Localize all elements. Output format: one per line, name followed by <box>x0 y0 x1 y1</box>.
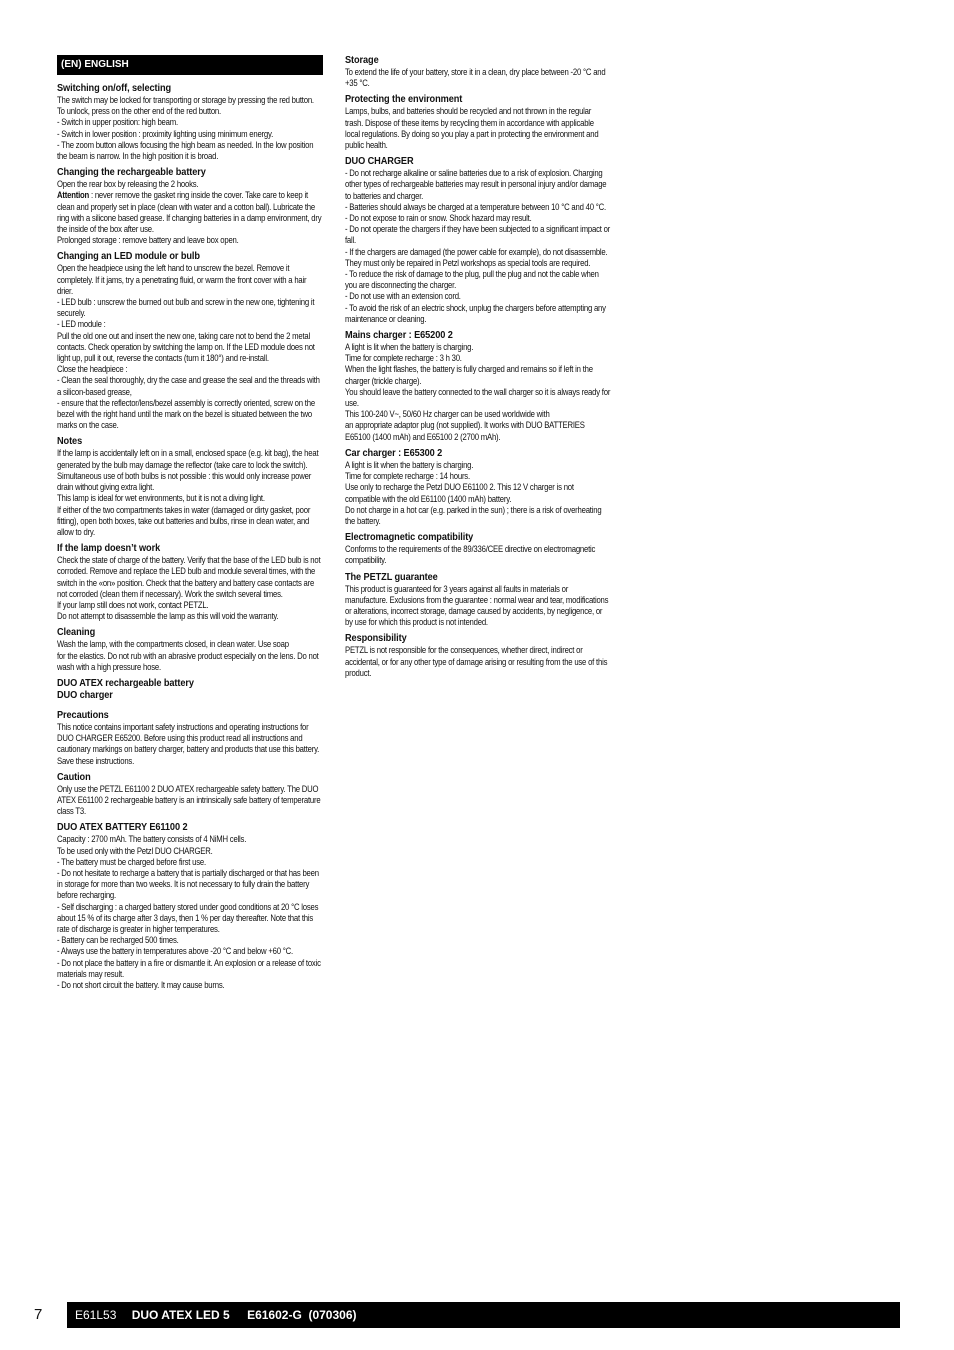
section-title: Precautions <box>57 709 109 721</box>
section-title: Changing an LED module or bulb <box>57 251 200 263</box>
section-text: Only use the PETZL E61100 2 DUO ATEX rechargeable safety battery. The DUO ATEX E61100 2 rechargeable battery is an intrinsically safe battery of temperature class T3. <box>57 783 321 817</box>
section-title: The PETZL guarantee <box>345 571 438 583</box>
section-text: - Do not recharge alkaline or saline batteries due to a risk of explosion. Charging other types of rechargeable batteries may result in personal injury and/or damage to batteries and charger. - Batteries should always be charged at a temperature between 10 °C and 40 °C. - Do not expose to rain or snow. Shock hazard may result. - Do not operate the chargers if they have been subjected to a significant impact or fall. - If the chargers are damaged (the power cable for example), do not disassemble. They must only be repaired in Petzl workshops as special tools are required. - To reduce the risk of damage to the plug, pull the plug and not the cable when you are disconnecting the charger. - Do not use with an extension cord. - To avoid the risk of an electric shock, unplug the chargers before attempting any maintenance or cleaning. <box>345 168 611 324</box>
section-text: A light is lit when the battery is charging. Time for complete recharge : 3 h 30. When the light flashes, the battery is fully charged and remains so if left in the charger (trickle charge). You should leave the battery connected to the wall charger so it is always ready for use. This 100-240 V~, 50/60 Hz charger can be used worldwide with an appropriate adaptor plug (not supplied). It works with DUO BATTERIES E65100 (1400 mAh) and E65100 2 (2700 mAh). <box>345 342 611 442</box>
section-changing-battery <box>57 167 323 246</box>
section-responsibility <box>345 633 611 679</box>
section-title: Caution <box>57 771 91 783</box>
footer-bar <box>67 1302 900 1328</box>
right-column <box>345 55 611 684</box>
section-battery-specs <box>57 822 323 991</box>
section-text <box>57 179 322 246</box>
footer-reference: E61602-G (070306) <box>247 1308 357 1322</box>
section-title: DUO ATEX rechargeable battery DUO charger <box>57 677 194 701</box>
section-duo-charger <box>345 156 611 325</box>
section-text: A light is lit when the battery is charging. Time for complete recharge : 14 hours. Use only to recharge the Petzl DUO E61100 2. This 12 V charger is not compatible with the old E61100 (1400 mAh) battery. Do not charge in a hot car (e.g. parked in the sun) ; there is a risk of overheating the battery. <box>345 459 602 526</box>
section-text: To extend the life of your battery, store it in a clean, dry place between -20 °C and +35 °C. <box>345 67 606 89</box>
section-title: If the lamp doesn’t work <box>57 543 161 555</box>
attention-label: Attention <box>57 190 90 201</box>
section-title: Car charger : E65300 2 <box>345 447 443 459</box>
section-switching <box>57 83 323 162</box>
section-text: Lamps, bulbs, and batteries should be recycled and not thrown in the regular trash. Dispose of these items by recycling them in accordance with applicable local regulations. By doing so you play a part in protecting the environment and public health. <box>345 106 599 151</box>
section-storage <box>345 55 611 89</box>
section-title: Cleaning <box>57 627 96 639</box>
section-car-charger <box>345 448 611 527</box>
section-environment <box>345 94 611 151</box>
left-column <box>57 55 323 996</box>
section-guarantee <box>345 572 611 629</box>
section-text: If the lamp is accidentally left on in a small, enclosed space (e.g. kit bag), the heat generated by the bulb may damage the reflector (take care to lock the switch). Simultaneous use of both bulbs is not possible : this would only increase power drain without giving extra light. This lamp is ideal for wet environments, but it is not a diving light. If either of the two compartments takes in water (damaged or dirty gasket, poor fitting), open both boxes, take out batteries and bulbs, rinse in clean water, and allow to dry. <box>57 448 319 537</box>
footer-product-name: DUO ATEX LED 5 <box>131 1308 230 1322</box>
section-text: Capacity : 2700 mAh. The battery consists of 4 NiMH cells. To be used only with the Petzl DUO CHARGER. - The battery must be charged before first use. - Do not hesitate to recharge a battery that is partially discharged or that has been in storage for more than two weeks. It is not necessary to fully drain the battery before recharging. - Self discharging : a charged battery stored under good conditions at 20 °C loses about 15 % of its charge after 3 days, then 1 % per day thereafter. Note that this rate of discharge is greater in higher temperatures. - Battery can be recharged 500 times. - Always use the battery in temperatures above -20 °C and below +60 °C. - Do not place the battery in a fire or dismantle it. An explosion or a release of toxic materials may result. - Do not short circuit the battery. It may cause burns. <box>57 834 321 990</box>
section-title: Mains charger : E65200 2 <box>345 330 453 342</box>
section-title: Protecting the environment <box>345 94 463 106</box>
section-text: The switch may be locked for transporting or storage by pressing the red button. To unlock, press on the other end of the red button. - Switch in upper position: high beam. - Switch in lower position : proximity lighting using minimum energy. - The zoom button allows focusing the high beam as needed. In the low position the beam is narrow. In the high position it is broad. <box>57 95 314 162</box>
section-text: Conforms to the requirements of the 89/336/CEE directive on electromagnetic compatibility. <box>345 544 596 566</box>
section-notes <box>57 436 323 538</box>
section-title: Changing the rechargeable battery <box>57 167 206 179</box>
section-caution <box>57 772 323 818</box>
page-number: 7 <box>34 1306 43 1323</box>
section-text: This notice contains important safety instructions and operating instructions for DUO CHARGER E65200. Before using this product read all instructions and cautionary markings on battery charger, battery and products that use this battery. Save these instructions. <box>57 721 320 766</box>
section-title: Electromagnetic compatibility <box>345 532 474 544</box>
section-battery-charger-heading <box>57 678 323 702</box>
page-footer <box>27 1302 900 1328</box>
language-header: (EN) ENGLISH <box>57 55 323 75</box>
section-title: Storage <box>345 55 379 66</box>
section-text-attention: : never remove the gasket ring inside the cover. Take care to keep it clean and properly set in place (clean with water and a cotton ball). Lubricate the ring with a silicone based grease. If changing batteries in a damp environment, dry the inside of the box after use. Prolonged storage : remove battery and leave box open. <box>57 190 322 246</box>
section-title: DUO ATEX BATTERY E61100 2 <box>57 822 188 834</box>
section-title: Notes <box>57 436 83 448</box>
section-text: Check the state of charge of the battery. Verify that the base of the LED bulb is not corroded. Remove and replace the LED bulb and module several times, with the switch in the «on» position. Check that the battery and battery case contacts are not corroded (clean them if necessary). Work the switch several times. If your lamp still does not work, contact PETZL. Do not attempt to disassemble the lamp as this will void the warranty. <box>57 555 321 622</box>
section-changing-led <box>57 251 323 431</box>
section-cleaning <box>57 627 323 673</box>
section-emc <box>345 532 611 566</box>
footer-code: E61L53 <box>75 1308 117 1322</box>
section-text: This product is guaranteed for 3 years against all faults in materials or manufacture. Exclusions from the guarantee : normal wear and tear, modifications or alterations, incorrect storage, damage caused by accidents, by negligence, or by use for which this product is not intended. <box>345 583 609 628</box>
section-troubleshooting <box>57 543 323 622</box>
section-text: Wash the lamp, with the compartments closed, in clean water. Use soap for the elastics. Do not rub with an abrasive product especially on the lens. Do not wash with a high pressure hose. <box>57 639 319 672</box>
section-title: Responsibility <box>345 633 407 645</box>
section-precautions <box>57 710 323 767</box>
section-title: Switching on/off, selecting <box>57 83 172 94</box>
section-text: PETZL is not responsible for the consequences, whether direct, indirect or accidental, or for any other type of damage arising or resulting from the use of this product. <box>345 645 608 678</box>
section-text: Open the headpiece using the left hand to unscrew the bezel. Remove it completely. If it jams, try a penetrating fluid, or warm the front cover with a hair drier. - LED bulb : unscrew the burned out bulb and screw in the new one, tightening it securely. - LED module : Pull the old one out and insert the new one, taking care not to bend the 2 metal contacts. Check operation by switching the lamp on. If the LED module does not light up, pull it out, reverse the contacts (turn it 180°) and re-install. Close the headpiece : - Clean the seal thoroughly, dry the case and grease the seal and the threads with a silicon-based grease, - ensure that the reflector/lens/bezel assembly is correctly oriented, screw on the bezel with the right hand until the mark on the bezel is situated between the two marks on the case. <box>57 263 320 431</box>
section-text-intro: Open the rear box by releasing the 2 hooks. <box>57 179 199 190</box>
section-title: DUO CHARGER <box>345 156 414 168</box>
section-mains-charger <box>345 330 611 443</box>
